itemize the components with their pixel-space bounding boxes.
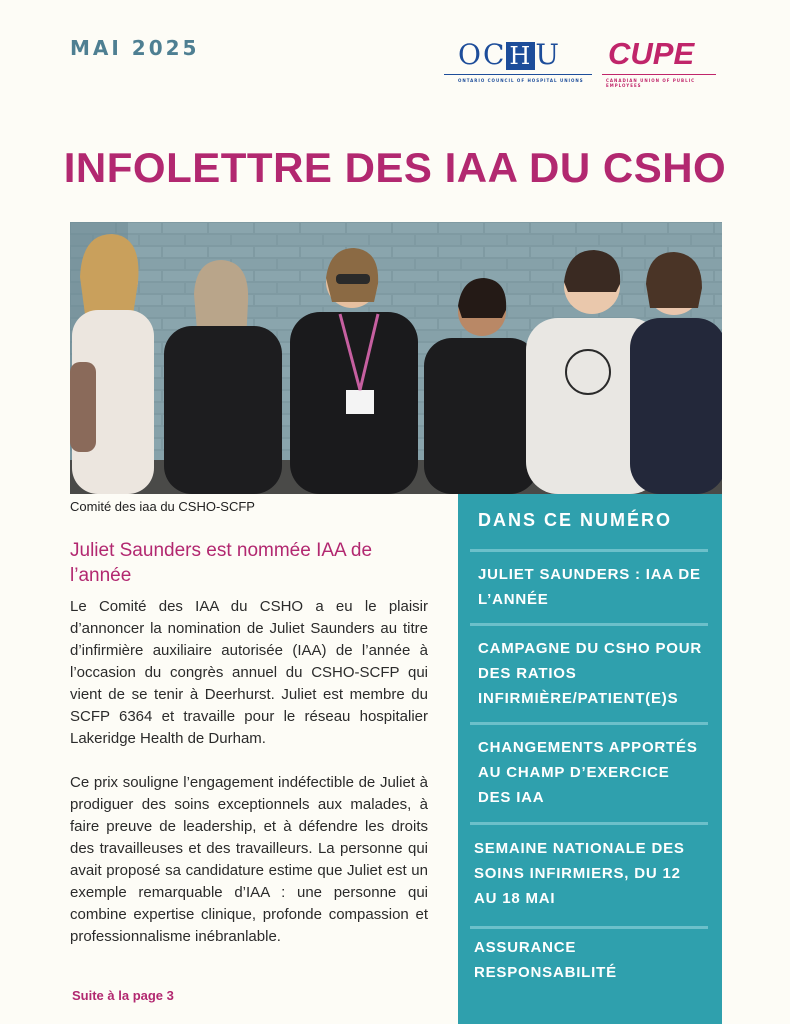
cupe-logo-rule (602, 74, 716, 75)
ochu-logo-h: H (506, 42, 535, 70)
ochu-logo (458, 38, 561, 71)
ochu-logo-u: U (535, 38, 561, 71)
committee-photo-image (70, 222, 722, 494)
article-paragraph: Ce prix souligne l’engagement indéfectible de Juliet à prodiguer des soins exceptionnels aux malades, à faire preuve de leadership, et à défendre les droits des travailleuses et des travailleurs. La personne qui avait proposé sa candidature estime que Juliet est un exemple remarquable d’IAA : une personne qui combine expertise clinique, profonde compassion et professionnalisme inébranlable. (70, 774, 428, 945)
sidebar-divider (470, 926, 708, 929)
toc-item-ratios-campaign[interactable]: CAMPAGNE DU CSHO POUR DES RATIOS INFIRMIÈRE/PATIENT(E)S (478, 640, 703, 707)
continued-link[interactable]: Suite à la page 3 (72, 988, 174, 1003)
article-paragraph: Le Comité des IAA du CSHO a eu le plaisir d’annoncer la nomination de Juliet Saunders au titre d’infirmière auxiliaire autorisée (IAA) de l’année à l’occasion du congrès annuel du CSHO-SCFP qui vient de se tenir à Deerhurst. Juliet est membre du SCFP 6364 et travaille pour le réseau hospitalier Lakeridge Health de Durham. (70, 598, 428, 747)
photo-caption: Comité des iaa du CSHO-SCFP (70, 499, 255, 514)
union-logos (444, 38, 716, 88)
committee-photo (70, 222, 722, 494)
ochu-logo-tagline: ONTARIO COUNCIL OF HOSPITAL UNIONS (458, 78, 584, 83)
in-this-issue-sidebar (458, 494, 722, 1024)
sidebar-divider (470, 549, 708, 552)
newsletter-title: INFOLETTRE DES IAA DU CSHO (63, 144, 727, 191)
toc-item-scope-of-practice[interactable]: CHANGEMENTS APPORTÉS AU CHAMP D’EXERCICE DES IAA (478, 739, 698, 806)
sidebar-divider (470, 722, 708, 725)
toc-item-juliet-saunders[interactable]: JULIET SAUNDERS : IAA DE L’ANNÉE (478, 566, 701, 608)
article-body (70, 596, 428, 970)
sidebar-title: DANS CE NUMÉRO (478, 510, 673, 530)
sidebar-divider (470, 623, 708, 626)
toc-item-liability-insurance[interactable]: ASSURANCE RESPONSABILITÉ (474, 939, 617, 981)
cupe-logo-tagline: CANADIAN UNION OF PUBLIC EMPLOYEES (606, 78, 696, 88)
article-title: Juliet Saunders est nommée IAA de l’année (70, 540, 373, 586)
issue-date: MAI 2025 (70, 36, 200, 60)
cupe-logo: CUPE (608, 36, 695, 71)
sidebar-divider (470, 822, 708, 825)
ochu-logo-rule (444, 74, 592, 75)
toc-item-nursing-week[interactable]: SEMAINE NATIONALE DES SOINS INFIRMIERS, DU 12 AU 18 MAI (474, 840, 685, 907)
ochu-logo-oc: OC (458, 38, 507, 71)
